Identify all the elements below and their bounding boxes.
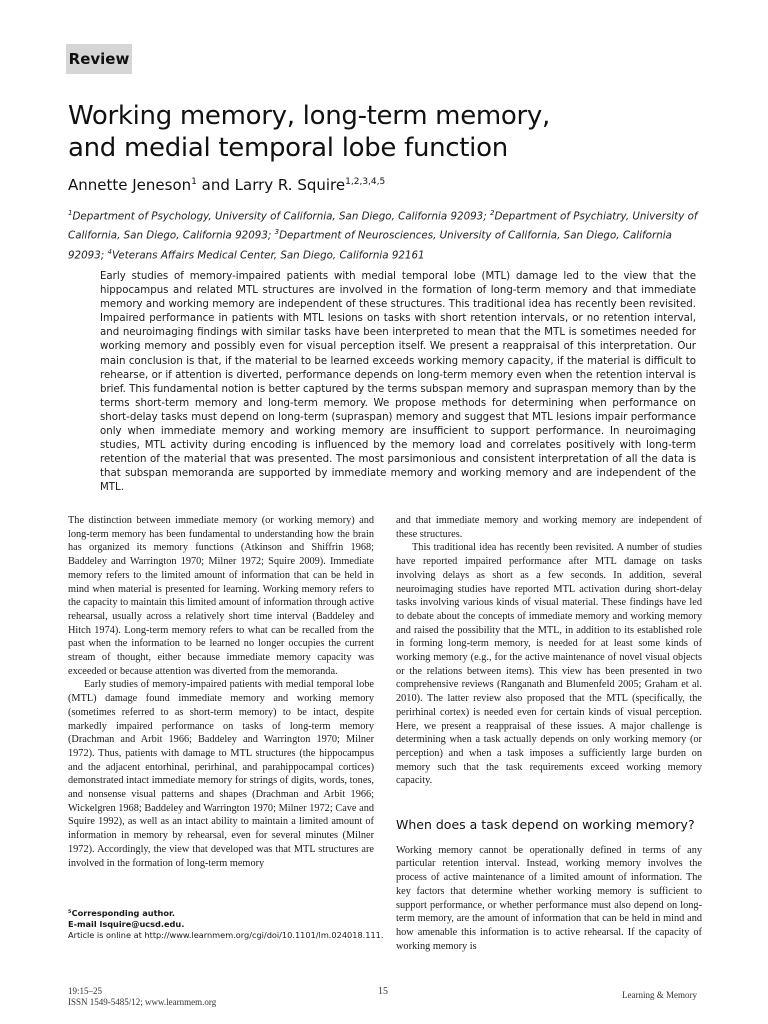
author-name: Larry R. Squire [234, 176, 346, 194]
affiliations [68, 205, 704, 263]
journal-name: Learning & Memory [622, 990, 697, 1000]
author-affiliation-marker: 1,2,3,4,5 [345, 177, 386, 187]
email-note: E-mail lsquire@ucsd.edu. [68, 919, 185, 929]
affiliation-text: Department of Neurosciences, University of California, San Diego, California 92093; [68, 229, 672, 262]
body-column-left [68, 514, 374, 870]
affiliation-marker: 3 [274, 228, 280, 237]
issn: ISSN 1549-5485/12; www.learnmem.org [68, 997, 217, 1007]
body-paragraph: This traditional idea has recently been revisited. A number of studies have reported impaired performance after MTL damage on tasks involving delays as short as a few seconds. In addition, several neuroimaging studies have reported MTL activation during short-delay tasks involving various kinds of visual material. These findings have led to debate about the concepts of immediate memory and working memory and raised the possibility that the MTL, in addition to its established role in forming long-term memory, is needed for at least some kinds of working memory (e.g., for the active maintenance of novel visual objects or the relations between items). This view has been presented in two comprehensive reviews (Ranganath and Blumenfeld 2005; Graham et al. 2010). The latter review also proposed that the MTL (specifically, the perirhinal cortex) is needed even for certain kinds of visual perception. Here, we present a reappraisal of these issues. A major challenge is determining when a task actually depends on only working memory (or perception) and when a task imposes a sufficiently large burden on memory such that the task requirements exceed working memory capacity. [396, 542, 702, 787]
article-title [68, 100, 708, 164]
footer-citation [68, 986, 216, 1008]
section-heading: When does a task depend on working memory? [396, 817, 695, 833]
body-column-right [396, 514, 702, 953]
affiliation-marker: 4 [107, 247, 112, 256]
body-paragraph: and that immediate memory and working memory are independent of these structures. [396, 515, 702, 540]
title-line-1: Working memory, long-term memory, [68, 101, 550, 131]
author-list [68, 176, 385, 194]
body-paragraph: Working memory cannot be operationally defined in terms of any particular retention interval. Instead, working memory involves the process of active maintenance of a limited amount of information. The key factors that determine whether working memory is sufficient to support performance, or whether performance must also depend on long-term memory, are the amount of information that can be held in mind and how amenable this information is to active rehearsal. If the capacity of working memory is [396, 844, 702, 952]
affiliation-marker: 2 [489, 209, 495, 217]
corresponding-author-note: ⁵Corresponding author. [68, 908, 175, 918]
page-number: 15 [378, 986, 388, 997]
body-paragraph: Early studies of memory-impaired patients with medial temporal lobe (MTL) damage found immediate memory and working memory (sometimes referred to as short-term memory) to be intact, despite markedly impaired performance on tasks of long-term memory (Drachman and Arbit 1966; Baddeley and Warrington 1970; Milner 1972). Thus, patients with damage to MTL structures (the hippocampus and the adjacent entorhinal, perirhinal, and parahippocampal cortices) demonstrated intact immediate memory for strings of digits, words, tones, and nonsense visual patterns and shapes (Drachman and Arbit 1966; Wickelgren 1968; Baddeley and Warrington 1970; Milner 1972; Cave and Squire 1992), as well as an intact ability to maintain a limited amount of information in memory by rehearsal, even for several minutes (Milner 1972). Accordingly, the view that developed was that MTL structures are involved in the formation of long-term memory [68, 679, 374, 869]
affiliation-text: Department of Psychology, University of California, San Diego, California 92093; [72, 210, 490, 223]
affiliation-text: Department of Psychiatry, University of California, San Diego, California 92093; [68, 210, 698, 242]
author-connector: and [196, 176, 235, 194]
section-tag: Review [66, 44, 132, 74]
title-line-2: and medial temporal lobe function [68, 133, 508, 163]
abstract: Early studies of memory-impaired patients with medial temporal lobe (MTL) damage led to the view that the hippocampus and related MTL structures are involved in the formation of long-term memory and that immediate memory and working memory are independent of these structures. This traditional idea has recently been revisited. Impaired performance in patients with MTL lesions on tasks with short retention intervals, or no retention interval, and neuroimaging findings with similar tasks have been interpreted to mean that the MTL is sometimes needed for working memory and possibly even for visual perception itself. We present a reappraisal of this interpretation. Our main conclusion is that, if the material to be learned exceeds working memory capacity, if the material is difficult to rehearse, or if attention is diverted, performance depends on long-term memory even when the retention interval is brief. This fundamental notion is better captured by the terms subspan memory and supraspan memory than by the terms short-term memory and long-term memory. We propose methods for determining when performance on short-delay tasks must depend on long-term (supraspan) memory and suggest that MTL lesions impair performance only when immediate memory and working memory are insufficient to support performance. In neuroimaging studies, MTL activity during encoding is influenced by the memory load and correlates positively with long-term retention of the material that was presented. The most parsimonious and consistent interpretation of all the data is that subspan memoranda are supported by immediate memory and working memory and are independent of the MTL. [100, 271, 696, 494]
author-affiliation-marker: 1 [191, 177, 197, 187]
article-online-note: Article is online at http://www.learnmem.org/cgi/doi/10.1101/lm.024018.111. [68, 930, 384, 940]
footnote [68, 908, 388, 941]
body-paragraph: The distinction between immediate memory (or working memory) and long-term memory has been fundamental to understanding how the brain has organized its memory functions (Atkinson and Shiffrin 1968; Baddeley and Warrington 1970; Milner 1972; Squire 2009). Immediate memory refers to the limited amount of information that can be held in mind when material is presented for learning. Working memory refers to the capacity to maintain this limited amount of information through active rehearsal, usually across a relatively short time interval (Baddeley and Hitch 1974). Long-term memory refers to what can be recalled from the past when the information to be learned no longer occupies the current stream of thought, either because immediate memory capacity was exceeded or because attention was diverted from the memoranda. [68, 515, 374, 677]
volume-pages: 19:15–25 [68, 986, 103, 996]
author-name: Annette Jeneson [68, 176, 192, 194]
affiliation-marker: 1 [68, 209, 73, 217]
affiliation-text: Veterans Affairs Medical Center, San Diego, California 92161 [111, 249, 425, 262]
